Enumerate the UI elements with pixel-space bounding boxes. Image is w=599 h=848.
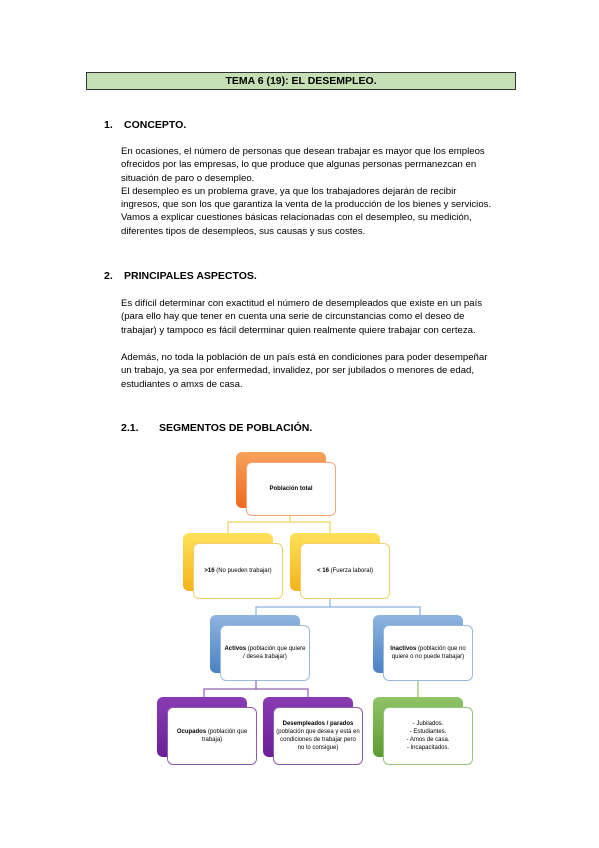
text-line: Es difícil determinar con exactitud el número de desempleados que existe en un país [121,298,483,309]
text-line: Vamos a explicar cuestiones básicas relacionadas con el desempleo, su medición, [121,212,472,224]
inactivos-list-box [383,707,473,765]
text-line: trabajar) y tampoco es fácil determinar quien realmente quiere trabajar con certeza. [121,324,476,336]
text-line: ofrecidos por las empresas, lo que produce que algunas personas permanezcan en [121,159,477,171]
inactivos-list [406,720,449,752]
box-bold-label: < 16 [317,568,329,574]
root-box [246,462,336,516]
root-label: Población total [269,486,313,492]
box-bold-label: >16 [204,568,215,574]
box-bold-label: Ocupados [176,729,207,735]
box-label: (población que trabaja) [201,729,248,743]
text-line: El desempleo es un problema grave, ya que los trabajadores dejarán de recibir [121,185,457,197]
activos-box [220,625,310,681]
text-line: un trabajo, ya sea por enfermedad, invalidez, por ser jubilados o menores de edad, [121,365,475,377]
list-item: - Amos de casa. [406,737,450,743]
box-label: (población que desea y está en condiciones de trabajar pero no lo consigue) [276,729,360,751]
subsection-title: SEGMENTOS DE POBLACIÓN. [159,422,313,434]
section-number: 2. [104,270,113,282]
box-label: (No pueden trabajar) [214,568,272,574]
page-title: TEMA 6 (19): EL DESEMPLEO. [225,75,377,87]
section-title: CONCEPTO. [124,119,187,131]
connector-line [290,522,330,533]
text-line: diferentes tipos de desempleos, sus causas y sus costes. [121,225,366,237]
text-line: En ocasiones, el número de personas que desean trabajar es mayor que los empleos [121,146,485,157]
subsection-number: 2.1. [121,422,139,434]
text-line: ingresos, que son los que garantiza la venta de la producción de los bienes y servicios. [121,199,492,211]
box-bold-label: Activos [224,646,247,652]
box-label: (población que no quiere o no puede trabajar) [391,646,466,660]
box-label: (Fuerza laboral) [328,568,373,574]
list-item: - Estudiantes. [409,729,447,735]
box-label: (población que quiere / desea trabajar) [243,646,306,660]
text-line: estudiantes o amxs de casa. [121,378,243,390]
not-working-age-box [193,543,283,599]
connector-line [256,689,308,697]
box-bold-label: Inactivos [390,646,417,652]
text-line: Además, no toda la población de un país está en condiciones para poder desempeñar [121,352,488,363]
text-line: situación de paro o desempleo. [121,172,255,184]
desempleados-box [273,707,363,765]
box-bold-label: Desempleados / parados [282,721,354,727]
section-title: PRINCIPALES ASPECTOS. [124,270,257,282]
text-line: (para ello hay que tener en cuenta una serie de circunstancias como el deseo de [121,311,465,323]
list-item: - Jubilados. [412,721,444,727]
labour-force-box [300,543,390,599]
inactivos-box [383,625,473,681]
ocupados-box [167,707,257,765]
connector-line [330,607,420,615]
section-number: 1. [104,119,113,131]
list-item: - Incapacitados. [406,745,450,751]
